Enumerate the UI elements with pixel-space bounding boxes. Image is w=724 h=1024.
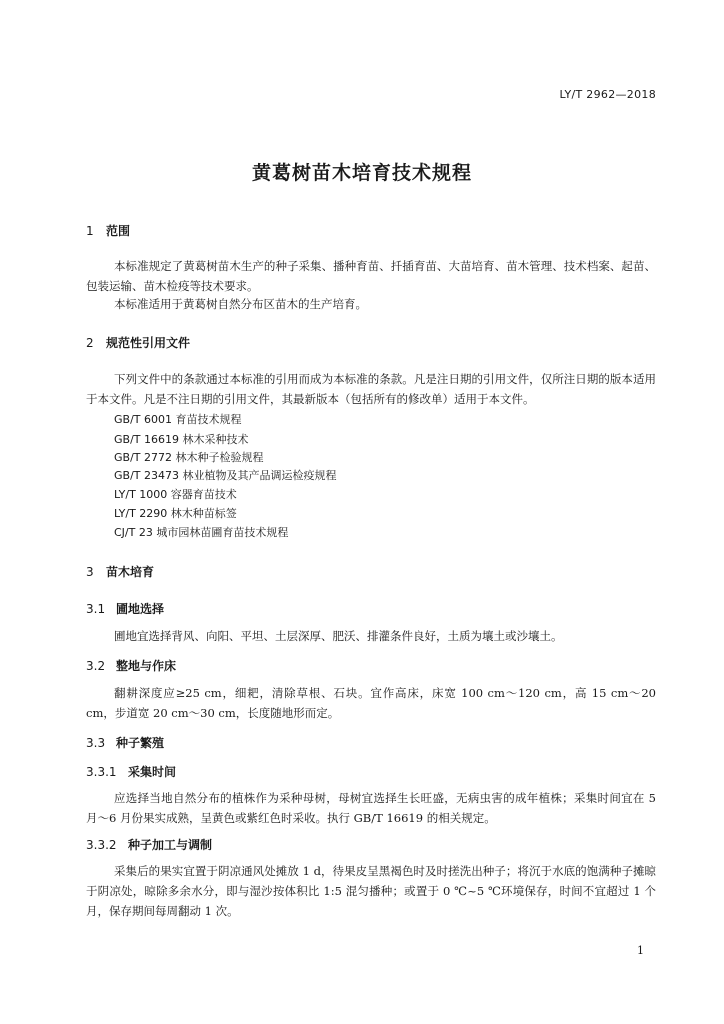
standard-code: LY/T 2962—2018 xyxy=(559,88,656,101)
subsection-3-3-heading xyxy=(86,734,164,751)
section-number: 3 xyxy=(86,565,94,579)
subsection-number: 3.3.1 xyxy=(86,765,117,779)
section-number: 1 xyxy=(86,224,94,238)
section-3-heading xyxy=(86,563,154,580)
subsection-3-3-2-heading xyxy=(86,836,212,853)
section-2-paragraph-1: 下列文件中的条款通过本标准的引用而成为本标准的条款。凡是注日期的引用文件，仅所注日期的版本适用于本文件。凡是不注日期的引用文件，其最新版本（包括所有的修改单）适用于本文件。 xyxy=(86,372,656,406)
section-1-heading xyxy=(86,222,130,239)
reference-item: GB/T 23473 林业植物及其产品调运检疫规程 xyxy=(114,469,337,482)
section-1-paragraph-2: 本标准适用于黄葛树自然分布区苗木的生产培育。 xyxy=(114,297,367,311)
reference-item: LY/T 1000 容器育苗技术 xyxy=(114,488,237,501)
subsection-number: 3.1 xyxy=(86,602,106,616)
subsection-3-3-2-paragraph: 采集后的果实宜置于阴凉通风处摊放 1 d，待果皮呈黑褐色时及时搓洗出种子；将沉于水底的饱满种子摊晾于阴凉处，晾除多余水分，即与湿沙按体积比 1:5 混匀播种；或置于 0 ℃~5 ℃环境保存，时间不宜超过 1 个月，保存期间每周翻动 1 次。 xyxy=(86,864,656,918)
subsection-3-1-heading xyxy=(86,600,164,617)
subsection-title: 种子繁殖 xyxy=(116,736,165,750)
section-1-paragraph-1: 本标准规定了黄葛树苗木生产的种子采集、播种育苗、扦插育苗、大苗培育、苗木管理、技术档案、起苗、包装运输、苗木检疫等技术要求。 xyxy=(86,259,656,293)
subsection-3-2-paragraph: 翻耕深度应≥25 cm，细耙，清除草根、石块。宜作高床，床宽 100 cm～120 cm，高 15 cm～20 cm，步道宽 20 cm～30 cm，长度随地形而定。 xyxy=(86,686,656,720)
subsection-title: 种子加工与调制 xyxy=(128,838,213,852)
subsection-3-2-heading xyxy=(86,657,176,674)
section-title: 规范性引用文件 xyxy=(106,336,191,350)
subsection-number: 3.3.2 xyxy=(86,838,117,852)
reference-item: LY/T 2290 林木种苗标签 xyxy=(114,507,237,520)
subsection-title: 圃地选择 xyxy=(116,602,165,616)
subsection-3-3-1-paragraph: 应选择当地自然分布的植株作为采种母树，母树宜选择生长旺盛，无病虫害的成年植株；采集时间宜在 5 月～6 月份果实成熟，呈黄色或紫红色时采收。执行 GB/T 16619 的相关规定。 xyxy=(86,791,656,825)
subsection-number: 3.3 xyxy=(86,736,106,750)
document-title: 黄葛树苗木培育技术规程 xyxy=(251,162,472,184)
section-2-heading xyxy=(86,334,190,351)
subsection-3-1-paragraph: 圃地宜选择背风、向阳、平坦、土层深厚、肥沃、排灌条件良好，土质为壤土或沙壤土。 xyxy=(114,629,563,643)
page-number: 1 xyxy=(637,944,644,957)
reference-item: CJ/T 23 城市园林苗圃育苗技术规程 xyxy=(114,526,289,539)
reference-item: GB/T 2772 林木种子检验规程 xyxy=(114,451,264,464)
subsection-3-3-1-heading xyxy=(86,763,176,780)
subsection-title: 整地与作床 xyxy=(116,659,177,673)
section-title: 苗木培育 xyxy=(106,565,155,579)
reference-item: GB/T 6001 育苗技术规程 xyxy=(114,413,242,426)
subsection-number: 3.2 xyxy=(86,659,106,673)
section-title: 范围 xyxy=(106,224,131,238)
subsection-title: 采集时间 xyxy=(128,765,177,779)
reference-item: GB/T 16619 林木采种技术 xyxy=(114,433,249,446)
section-number: 2 xyxy=(86,336,94,350)
